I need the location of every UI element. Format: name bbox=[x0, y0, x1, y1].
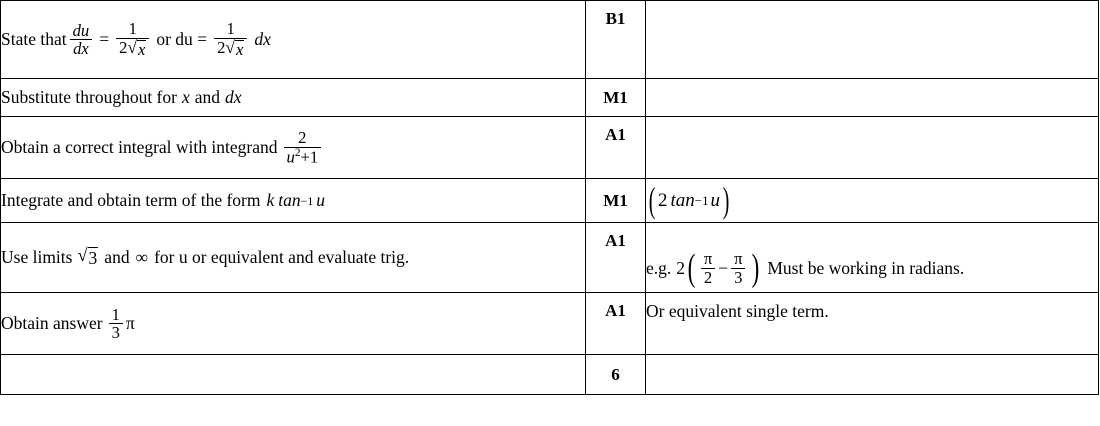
total-mark: 6 bbox=[586, 355, 646, 395]
bracket-expression: ( $\frac{\pi}{2}$ − $\frac{\pi}{3}$ ) bbox=[687, 246, 759, 289]
inverse-exponent: −1 bbox=[300, 193, 314, 208]
row-1-note bbox=[646, 1, 1099, 79]
derivative-fraction: $\frac{du}{dx}$ bbox=[70, 22, 93, 58]
row-5-note: e.g. 2 ( $\frac{\pi}{2}$ − $\frac{\pi}{3}$ ) Must be working in radians. bbox=[646, 223, 1099, 293]
and-text: and bbox=[104, 246, 130, 267]
row-5-description bbox=[1, 223, 586, 293]
table-row bbox=[1, 293, 1099, 355]
total-description bbox=[1, 355, 586, 395]
row-4-text: Integrate and obtain term of the form bbox=[1, 190, 261, 211]
row-6-description bbox=[1, 293, 586, 355]
row-3-note bbox=[646, 117, 1099, 179]
minus-sign: − bbox=[718, 257, 729, 278]
row-6-note: Or equivalent single term. bbox=[646, 293, 1099, 355]
row-2-mark: M1 bbox=[586, 79, 646, 117]
row-5-mark: A1 bbox=[586, 223, 646, 293]
row-1-mark: B1 bbox=[586, 1, 646, 79]
pi-symbol: π bbox=[125, 312, 135, 333]
fraction-one-over-two-root-x-2: 1 2 √ x bbox=[214, 20, 247, 58]
row-5-text-suffix: for u or equivalent and evaluate trig. bbox=[154, 246, 410, 267]
or-du-text: or du = bbox=[156, 28, 208, 49]
table-row bbox=[1, 79, 1099, 117]
row-1-description bbox=[1, 1, 586, 79]
equals-sign: = bbox=[99, 28, 110, 49]
variable-x: x bbox=[181, 87, 190, 108]
integrand-fraction: $\frac{2}{u^2+1}$ bbox=[284, 129, 322, 165]
dx-text: dx bbox=[254, 28, 271, 49]
pi-over-two: $\frac{\pi}{2}$ bbox=[701, 250, 715, 286]
and-text: and bbox=[194, 87, 221, 108]
variable-u: u bbox=[316, 190, 326, 211]
row-3-text: Obtain a correct integral with integrand bbox=[1, 136, 278, 157]
tan-function: tan bbox=[278, 190, 301, 211]
radians-note: Must be working in radians. bbox=[767, 257, 965, 278]
row-3-mark: A1 bbox=[586, 117, 646, 179]
row-5-text: Use limits bbox=[1, 246, 73, 267]
row-4-description bbox=[1, 179, 586, 223]
sqrt-three: √ 3 bbox=[77, 244, 98, 268]
dx-text: dx bbox=[225, 87, 242, 108]
row-2-text: Substitute throughout for bbox=[1, 87, 177, 108]
total-note bbox=[646, 355, 1099, 395]
constant-k: k bbox=[266, 190, 275, 211]
right-paren: ) bbox=[722, 180, 730, 221]
table-row bbox=[1, 223, 1099, 293]
row-6-text: Obtain answer bbox=[1, 312, 103, 333]
note-eg-label: e.g. bbox=[646, 257, 672, 278]
left-paren: ( bbox=[648, 180, 656, 221]
fraction-one-over-two-root-x: 1 2 √ x bbox=[116, 20, 149, 58]
row-4-note: ( 2 tan −1 u ) bbox=[646, 179, 1099, 223]
one-third-fraction: $\frac{1}{3}$ bbox=[109, 306, 123, 342]
pi-over-three: $\frac{\pi}{3}$ bbox=[731, 250, 745, 286]
row-2-description bbox=[1, 79, 586, 117]
table-row bbox=[1, 179, 1099, 223]
table-row bbox=[1, 1, 1099, 79]
row-1-text: State that bbox=[1, 28, 67, 49]
row-3-description bbox=[1, 117, 586, 179]
row-2-note bbox=[646, 79, 1099, 117]
table-row bbox=[1, 117, 1099, 179]
row-6-mark: A1 bbox=[586, 293, 646, 355]
table-row-total bbox=[1, 355, 1099, 395]
row-4-mark: M1 bbox=[586, 179, 646, 223]
infinity-symbol: ∞ bbox=[135, 246, 149, 267]
